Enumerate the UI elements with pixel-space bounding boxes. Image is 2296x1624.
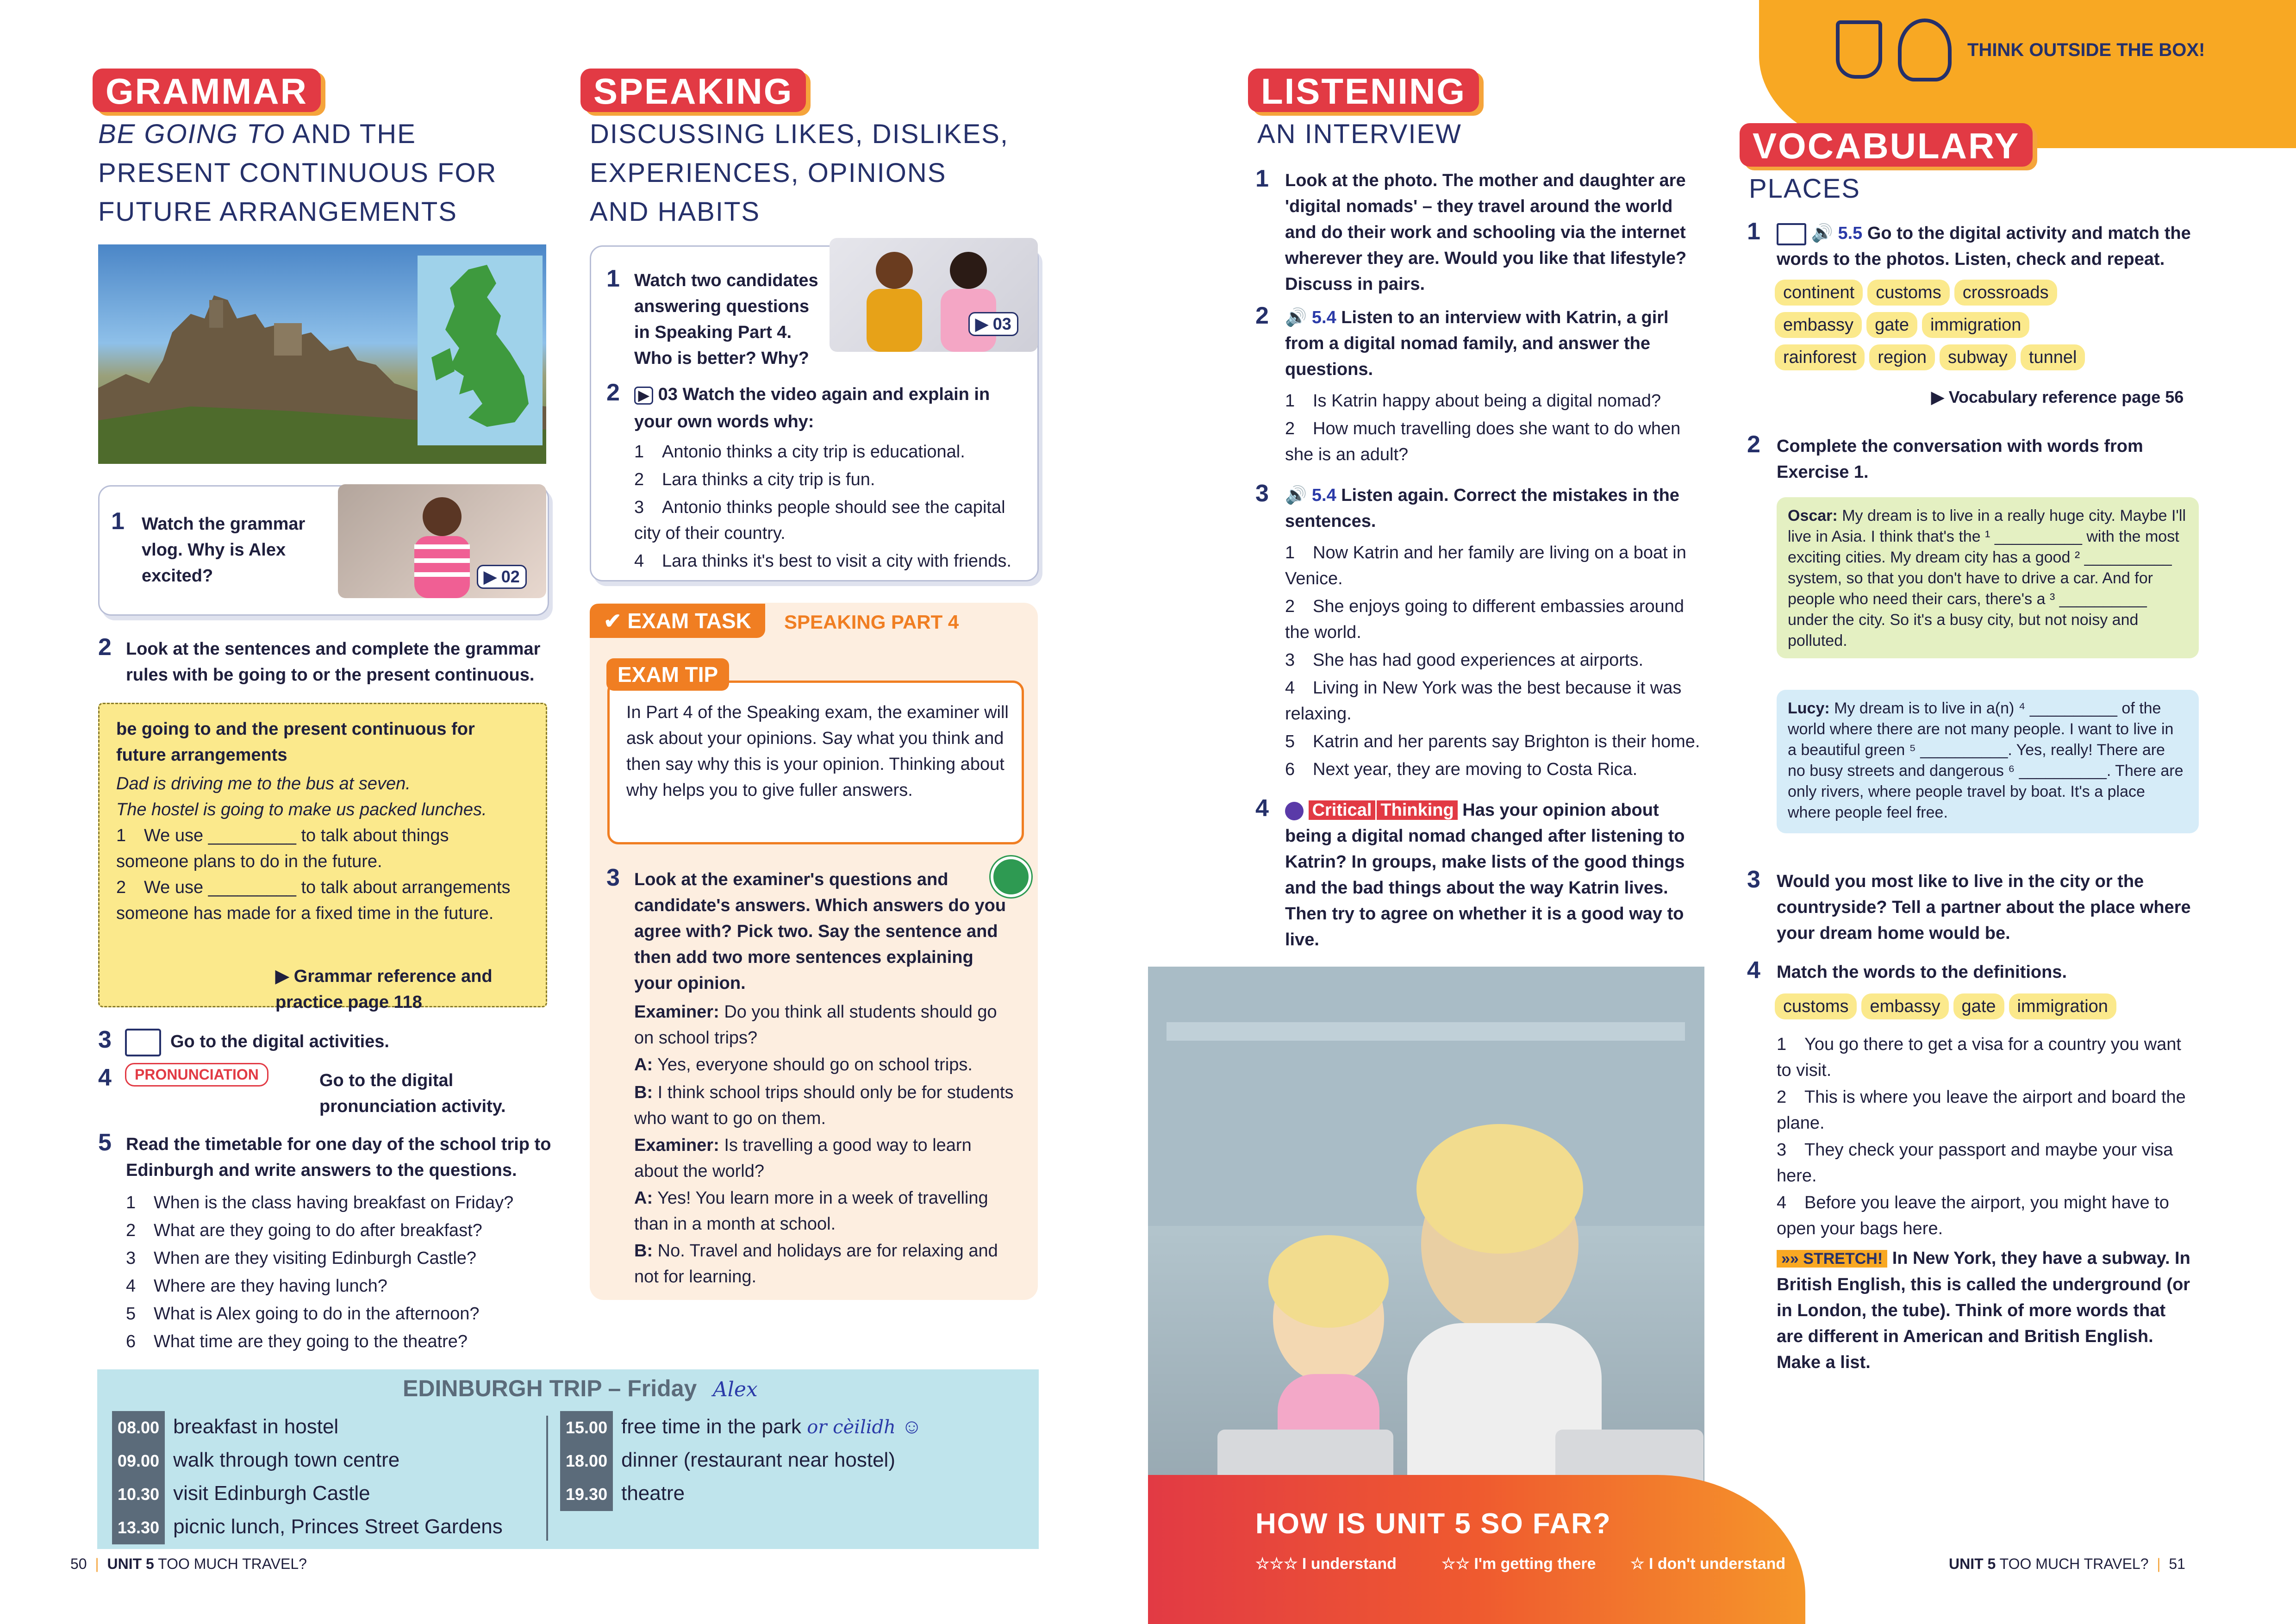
audio-icon[interactable]: 🔊 (1811, 224, 1833, 243)
listening-ex3-item-5: 5 Katrin and her parents say Brighton is their home. (1285, 732, 1700, 751)
lucy-speech-bubble (1777, 690, 2199, 833)
exam-tip-label: EXAM TIP (606, 658, 729, 691)
speaking-video-thumbnail[interactable] (830, 238, 1038, 352)
timetable-row: 13.30 picnic lunch, Princes Street Gardens (112, 1511, 538, 1544)
timetable-divider (546, 1416, 548, 1541)
grammar-ex4-text: Go to the digital pronunciation activity. (319, 1071, 506, 1116)
vocab-word-bank-4 (1775, 993, 2201, 1026)
word-chip: region (1869, 344, 1935, 370)
listening-ex2-item-1: 1 Is Katrin happy about being a digital nomad? (1285, 391, 1661, 411)
footer-right: UNIT 5 TOO MUCH TRAVEL? | 51 (1949, 1555, 2185, 1572)
word-chip: gate (1866, 312, 1917, 338)
dialogue-line-4: Examiner: Is travelling a good way to learn about the world? (634, 1136, 972, 1181)
listening-ex1-text: Look at the photo. The mother and daughter are 'digital nomads' – they travel around the world and do their work and schooling via the internet wherever they are. Would you like that lifestyle? Discuss in pairs. (1285, 171, 1687, 294)
grammar-ex2-text: Look at the sentences and complete the grammar rules with be going to or the present continuous. (126, 639, 541, 685)
timetable-right-column (560, 1411, 1023, 1511)
speaking-ex2-text: ▶ 03 Watch the video again and explain in your own words why: (634, 385, 990, 431)
uk-map (418, 256, 543, 445)
vocab-ex1-text: 🔊 5.5 Go to the digital activity and match the words to the photos. Listen, check and repeat. (1777, 224, 2191, 269)
exam-tip-text: In Part 4 of the Speaking exam, the examiner will ask about your opinions. Say what you think and then say why this is your opinion. Thinking about why helps you to give fuller answers. (626, 703, 1009, 800)
rulebox-example-2: The hostel is going to make us packed lunches. (116, 800, 487, 819)
grammar-rule-box (98, 703, 547, 1012)
vocab-ex4-number: 4 (1747, 957, 1760, 984)
speaking-ex2-item-3: 3 Antonio thinks people should see the capital city of their country. (634, 498, 1005, 543)
listening-ex2-number: 2 (1255, 302, 1269, 329)
word-chip: rainforest (1775, 344, 1865, 370)
oscar-text: Oscar: My dream is to live in a really huge city. Maybe I'll live in Asia. I think that's the ¹ __________ with the most exciting cities. My dream city has a good ² __________ system, so that you don't have to drive a car. And for people who need their cars, there's a ³ __________ under the city. So it's a busy city, but not noisy and polluted. (1788, 507, 2186, 650)
audio-icon[interactable]: 🔊 (1285, 486, 1307, 505)
speaking-ex3-text: Look at the examiner's questions and candidate's answers. Which answers do you agree with? Pick two. Say the sentence and then add two more sentences explaining your opinion. (634, 870, 1006, 993)
grammar-vlog-thumbnail[interactable] (338, 484, 546, 598)
vocab-ex4-item-4: 4 Before you leave the airport, you might have to open your bags here. (1777, 1193, 2169, 1238)
dialogue-line-5: A: Yes! You learn more in a week of travelling than in a month at school. (634, 1188, 988, 1234)
grammar-reference-link[interactable]: ▶ Grammar reference and practice page 118 (275, 967, 493, 1012)
footer-left: 50 | UNIT 5 TOO MUCH TRAVEL? (70, 1555, 307, 1572)
edinburgh-castle-photo (98, 244, 546, 464)
listening-header: LISTENING (1248, 69, 1479, 112)
video-badge-03: ▶ 03 (968, 312, 1018, 336)
vocab-ex2-number: 2 (1747, 431, 1760, 458)
question-2: 2 What are they going to do after breakfast? (126, 1221, 482, 1240)
word-chip: continent (1775, 280, 1863, 306)
grammar-ex1-number: 1 (111, 508, 125, 535)
speaking-header: SPEAKING (580, 69, 806, 112)
word-chip: subway (1940, 344, 2016, 370)
leaf-icon (991, 856, 1031, 897)
word-chip: customs (1867, 280, 1949, 306)
banner-title: HOW IS UNIT 5 SO FAR? (1255, 1508, 1611, 1540)
speaking-ex2-item-4: 4 Lara thinks it's best to visit a city with friends. (634, 551, 1011, 571)
word-chip: embassy (1861, 993, 1948, 1019)
speaking-ex1-text: Watch two candidates answering questions in Speaking Part 4. Who is better? Why? (634, 271, 818, 368)
timetable-title: EDINBURGH TRIP – Friday (403, 1375, 697, 1401)
vocab-ex4-item-2: 2 This is where you leave the airport and board the plane. (1777, 1087, 2186, 1133)
timetable-left-column (112, 1411, 538, 1544)
audio-icon[interactable]: 🔊 (1285, 308, 1307, 327)
listening-ex1-number: 1 (1255, 165, 1269, 192)
listening-ex3-item-2: 2 She enjoys going to different embassies around the world. (1285, 597, 1685, 642)
word-chip: embassy (1775, 312, 1862, 338)
edinburgh-timetable (97, 1369, 1039, 1549)
rulebox-example-1: Dad is driving me to the bus at seven. (116, 774, 411, 793)
grammar-title: BE GOING TO AND THE PRESENT CONTINUOUS FOR FUTURE ARRANGEMENTS (98, 119, 497, 227)
timetable-row: 15.00 free time in the park or cèilidh ☺ (560, 1411, 1023, 1444)
timetable-row: 09.00 walk through town centre (112, 1444, 538, 1478)
smiley-icon: ☺ (901, 1415, 923, 1438)
timetable-row: 18.00 dinner (restaurant near hostel) (560, 1444, 1023, 1478)
listening-ex3-number: 3 (1255, 480, 1269, 507)
stretch-badge: »» STRETCH! (1777, 1250, 1887, 1268)
vocabulary-reference-link[interactable]: ▶ Vocabulary reference page 56 (1931, 387, 2184, 406)
listening-ex3-item-1: 1 Now Katrin and her family are living on a boat in Venice. (1285, 543, 1686, 588)
speaking-ex1-number: 1 (606, 265, 620, 292)
oscar-speech-bubble (1777, 497, 2199, 658)
video-badge-02: ▶ 02 (477, 565, 527, 589)
video-icon[interactable]: ▶ (634, 387, 653, 405)
rulebox-rule-1: 1 We use _________ to talk about things someone plans to do in the future. (116, 826, 449, 871)
star-icon: ☆☆☆ (1255, 1555, 1298, 1573)
vocab-ex3-text: Would you most like to live in the city or the countryside? Tell a partner about the place where your dream home would be. (1777, 872, 2191, 943)
star-icon: ☆☆ (1441, 1555, 1470, 1573)
question-1: 1 When is the class having breakfast on Friday? (126, 1193, 514, 1212)
grammar-ex5-number: 5 (98, 1129, 112, 1156)
lightbulb-icon (1898, 19, 1952, 81)
unit-progress-banner (1148, 1475, 1805, 1624)
listening-ex2-text: 🔊 5.4 Listen to an interview with Katrin, a girl from a digital nomad family, and answer the questions. (1285, 308, 1669, 379)
listening-ex3-item-4: 4 Living in New York was the best because it was relaxing. (1285, 678, 1682, 724)
grammar-ex3-text: Go to the digital activities. (170, 1032, 389, 1051)
question-5: 5 What is Alex going to do in the afternoon? (126, 1304, 480, 1324)
vocab-ex4-item-1: 1 You go there to get a visa for a country you want to visit. (1777, 1035, 2181, 1080)
vocabulary-subtitle: PLACES (1749, 174, 1860, 204)
word-chip: immigration (2009, 993, 2116, 1019)
dialogue-line-1: Examiner: Do you think all students should go on school trips? (634, 1002, 997, 1048)
banner-option-2[interactable]: ☆☆ I'm getting there (1441, 1555, 1596, 1573)
corner-text: THINK OUTSIDE THE BOX! (1967, 40, 2205, 60)
question-6: 6 What time are they going to the theatre? (126, 1332, 468, 1351)
question-4: 4 Where are they having lunch? (126, 1276, 387, 1296)
question-3: 3 When are they visiting Edinburgh Castle? (126, 1249, 477, 1268)
digital-activity-icon[interactable] (1777, 223, 1806, 245)
rulebox-rule-2: 2 We use _________ to talk about arrangements someone has made for a fixed time in the future. (116, 878, 511, 923)
vocab-ex1-number: 1 (1747, 218, 1760, 245)
listening-ex3-item-3: 3 She has had good experiences at airports. (1285, 650, 1644, 670)
exam-task-label: ✔ EXAM TASK (590, 604, 765, 638)
speaking-ex2-item-2: 2 Lara thinks a city trip is fun. (634, 470, 875, 489)
dialogue-line-2: A: Yes, everyone should go on school trips. (634, 1055, 973, 1074)
word-chip: gate (1953, 993, 2004, 1019)
grammar-header: GRAMMAR (93, 69, 321, 112)
word-chip: tunnel (2021, 344, 2085, 370)
handwritten-alex: Alex (713, 1378, 758, 1401)
grammar-ex1-text: Watch the grammar vlog. Why is Alex excited? (142, 514, 306, 586)
rulebox-title: be going to and the present continuous for future arrangements (116, 719, 475, 765)
vocab-ex3-number: 3 (1747, 866, 1760, 893)
lucy-text: Lucy: My dream is to live in a(n) ⁴ __________ of the world where there are not many people. I want to live in a beautiful green ⁵ __________. Yes, really! There are no busy streets and dangerous ⁶ __________. There are only rivers, where people travel by boat. It's a place where people feel free. (1788, 700, 2184, 821)
vocab-word-bank-1 (1775, 280, 2191, 377)
shield-icon (1836, 20, 1882, 79)
speaking-ex2-item-1: 1 Antonio thinks a city trip is educational. (634, 442, 965, 462)
handwritten-note: or cèilidh (807, 1417, 896, 1438)
exam-tip-box (607, 681, 1024, 844)
banner-option-1[interactable]: ☆☆☆ I understand (1255, 1555, 1397, 1573)
vocab-ex2-text: Complete the conversation with words from Exercise 1. (1777, 437, 2143, 482)
grammar-ex4-number: 4 (98, 1064, 112, 1091)
listening-ex3-item-6: 6 Next year, they are moving to Costa Rica. (1285, 760, 1638, 779)
word-chip: crossroads (1954, 280, 2057, 306)
stretch-task: »» STRETCH! In New York, they have a subway. In British English, this is called the underground (or in London, the tube). Think of more words that are different in American and British English. Make a list. (1777, 1249, 2190, 1372)
vocabulary-header: VOCABULARY (1740, 123, 2033, 167)
listening-ex3-text: 🔊 5.4 Listen again. Correct the mistakes in the sentences. (1285, 486, 1679, 531)
digital-activity-icon[interactable] (125, 1029, 161, 1056)
shield-icon (1285, 802, 1304, 820)
listening-ex4-number: 4 (1255, 795, 1269, 822)
grammar-ex3-number: 3 (98, 1026, 112, 1053)
speaking-ex2-number: 2 (606, 379, 620, 406)
timetable-row: 19.30 theatre (560, 1478, 1023, 1511)
vocab-ex4-text: Match the words to the definitions. (1777, 962, 2067, 982)
speaking-ex3-number: 3 (606, 864, 620, 891)
word-chip: customs (1775, 993, 1857, 1019)
banner-option-3[interactable]: ☆ I don't understand (1630, 1555, 1786, 1573)
vocab-ex4-item-3: 3 They check your passport and maybe your visa here. (1777, 1140, 2173, 1186)
exam-task-part: SPEAKING PART 4 (784, 611, 959, 633)
timetable-row: 10.30 visit Edinburgh Castle (112, 1478, 538, 1511)
dialogue-line-6: B: No. Travel and holidays are for relaxing and not for learning. (634, 1241, 998, 1287)
grammar-ex5-text: Read the timetable for one day of the school trip to Edinburgh and write answers to the questions. (126, 1135, 551, 1180)
pronunciation-badge[interactable]: PRONUNCIATION (125, 1063, 268, 1087)
listening-ex2-item-2: 2 How much travelling does she want to do when she is an adult? (1285, 419, 1681, 464)
star-icon: ☆ (1630, 1555, 1645, 1573)
listening-subtitle: AN INTERVIEW (1257, 119, 1462, 149)
timetable-row: 08.00 breakfast in hostel (112, 1411, 538, 1444)
speaking-title: DISCUSSING LIKES, DISLIKES, EXPERIENCES, OPINIONS AND HABITS (590, 119, 1009, 227)
dialogue-line-3: B: I think school trips should only be for students who want to go on them. (634, 1083, 1014, 1128)
listening-ex4-text: Critical Thinking Has your opinion about being a digital nomad changed after listening to Katrin? In groups, make lists of the good things and the bad things about the way Katrin lives. Then try to agree on whether it is a good way to live. (1285, 800, 1685, 949)
word-chip: immigration (1922, 312, 2029, 338)
grammar-ex2-number: 2 (98, 634, 112, 661)
